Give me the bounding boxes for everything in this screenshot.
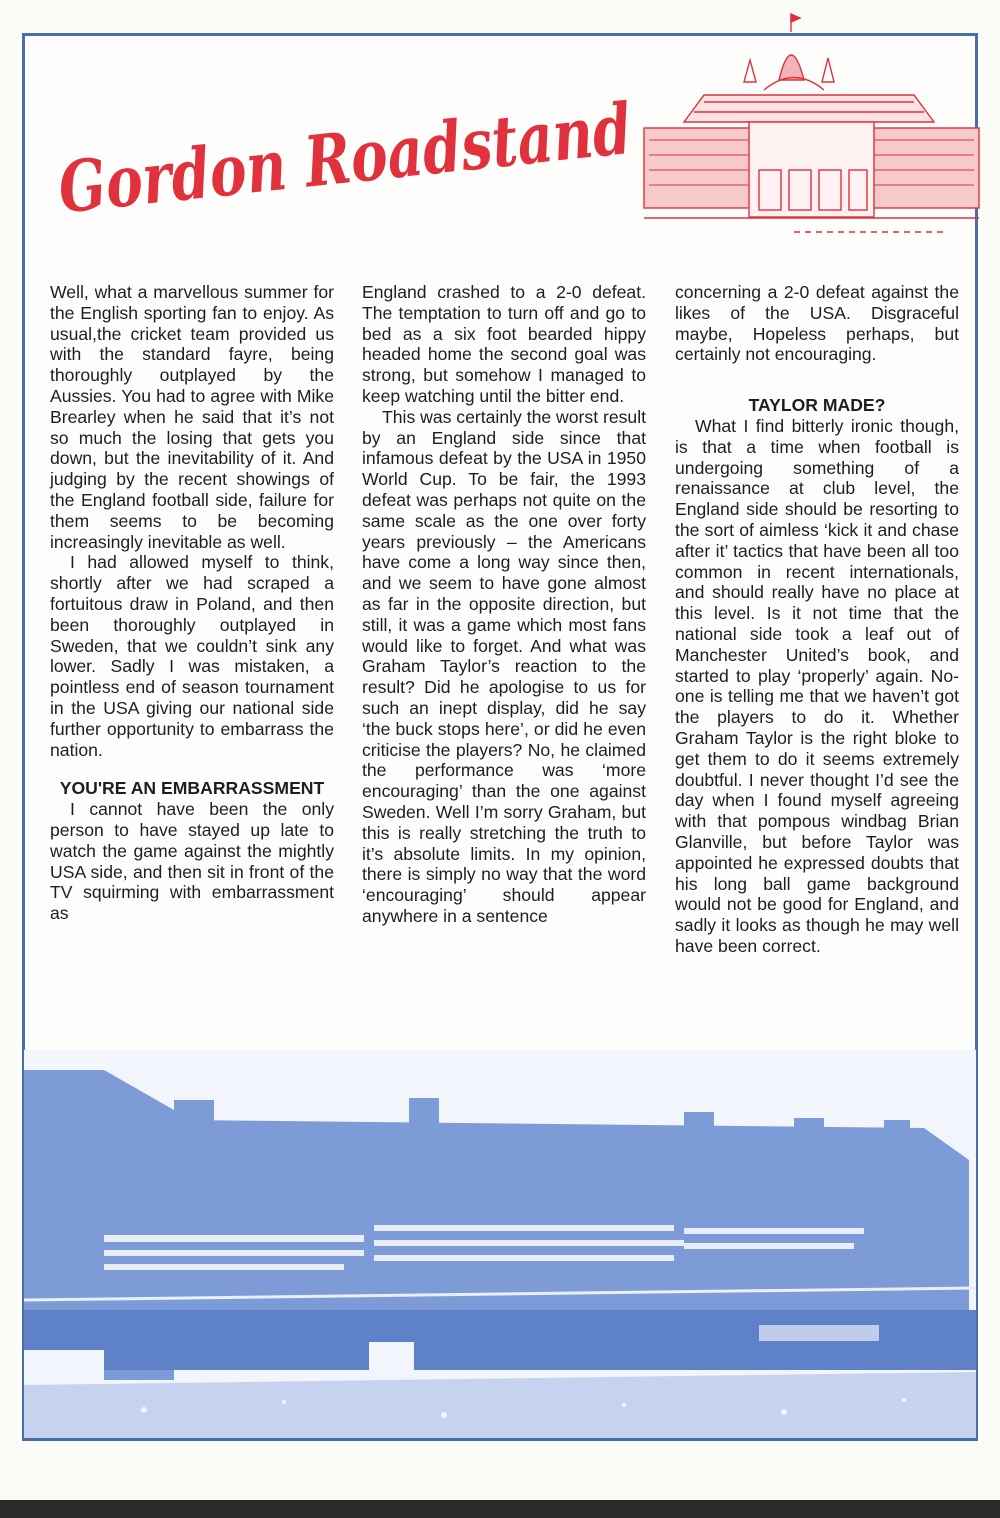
article-column-1 — [50, 282, 334, 924]
section-heading: YOU'RE AN EMBARRASSMENT — [59, 778, 325, 799]
page-edge-bar — [0, 1500, 1000, 1518]
paragraph: I had allowed myself to think, shortly after we had scraped a fortuitous draw in Poland, and then been thoroughly outplayed in Sweden, that we couldn’t sink any lower. Sadly I was mistaken, a pointless end of season tournament in the USA giving our national side further opportunity to embarrass the nation. — [50, 552, 334, 760]
paragraph: I cannot have been the only person to have stayed up late to watch the game against the mightly USA side, and then sit in front of the TV squirming with embarrassment as — [50, 799, 334, 924]
article-column-3 — [675, 282, 959, 957]
paragraph: England crashed to a 2-0 defeat. The temptation to turn off and go to bed as a six foot bearded hippy headed home the second goal was strong, but somehow I managed to keep watching until the bitter end. — [362, 282, 646, 406]
article-column-2 — [362, 282, 646, 927]
page-title-text: Gordon Roadstand — [54, 70, 790, 230]
stand-photo — [24, 1050, 976, 1438]
page-title — [50, 70, 790, 230]
section-heading: TAYLOR MADE? — [748, 395, 886, 416]
paragraph: concerning a 2-0 defeat against the likes of the USA. Disgraceful maybe, Hopeless perhaps, but certainly not encouraging. — [675, 282, 959, 365]
pavilion-illustration — [644, 10, 979, 245]
paragraph: Well, what a marvellous summer for the English sporting fan to enjoy. As usual,the cricket team provided us with the standard fayre, being thoroughly outplayed by the Aussies. You had to agree with Mike Brearley when he said that it’s not so much the losing that gets you down, but the inevitability of it. And judging by the recent showings of the England football side, failure for them seems to be becoming increasingly inevitable as well. — [50, 282, 334, 552]
paragraph: What I find bitterly ironic though, is that a time when football is undergoing something of a renaissance at club level, the England side should be resorting to the sort of aimless ‘kick it and chase after it’ tactics that have been all too common in recent internationals, and should really have no place at this level. Is it not time that the national side took a leaf out of Manchester United’s book, and started to play ‘properly’ again. No-one is telling me that we haven’t got the players to do it. Whether Graham Taylor is the right bloke to get them to do it seems extremely doubtful. I never thought I’d see the day when I found myself agreeing with that pompous windbag Brian Glanville, but before Taylor was appointed he expressed doubts that his long ball game background would not be good for England, and sadly it looks as though he may well have been correct. — [675, 415, 959, 956]
paragraph: This was certainly the worst result by an England side since that infamous defeat by the USA in 1950 World Cup. To be fair, the 1993 defeat was perhaps not quite on the same scale as the one over forty years previously – the Americans have come a long way since then, and we seem to have gone almost as far in the opposite direction, but still, it was a game which most fans would like to forget. And what was Graham Taylor’s reaction to the result? Did he apologise to us for such an inept display, did he say ‘the buck stops here’, or did he even criticise the players? No, he claimed the performance was ‘more encouraging’ than the one against Sweden. Well I’m sorry Graham, but this is really stretching the truth to it’s absolute limits. In my opinion, there is simply no way that the word ‘encouraging’ should appear anywhere in a sentence — [362, 406, 646, 926]
